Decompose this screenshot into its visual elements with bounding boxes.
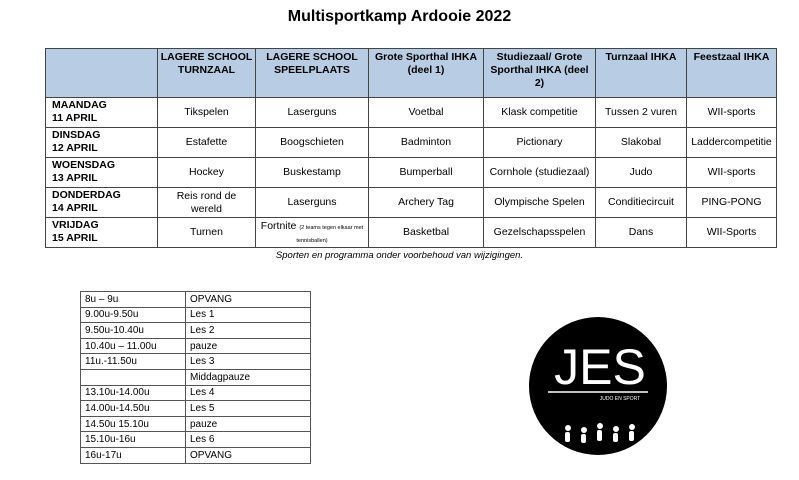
logo-subtext: JUDO EN SPORT — [599, 396, 641, 402]
activity-cell: Boogschieten — [256, 128, 369, 158]
activity-cell: Gezelschapsspelen — [484, 218, 596, 248]
schedule-activity: OPVANG — [186, 292, 311, 308]
schedule-time: 10.40u – 11.00u — [81, 338, 186, 354]
activity-cell: Buskestamp — [256, 158, 369, 188]
header-cell: Grote Sporthal IHKA (deel 1) — [369, 49, 484, 98]
schedule-activity: pauze — [186, 338, 311, 354]
activity-cell: Hockey — [158, 158, 256, 188]
daily-schedule-table — [80, 291, 311, 464]
header-cell: Studiezaal/ Grote Sporthal IHKA (deel 2) — [484, 49, 596, 98]
schedule-activity: Les 1 — [186, 307, 311, 323]
activity-cell: Laserguns — [256, 98, 369, 128]
schedule-row — [81, 354, 311, 370]
activity-cell: PING-PONG — [687, 188, 777, 218]
schedule-activity: Les 5 — [186, 401, 311, 417]
activity-label: Fortnite — [260, 219, 297, 232]
day-name: DINSDAG — [52, 129, 101, 141]
day-date: 13 APRIL — [52, 172, 98, 184]
activity-cell: Tussen 2 vuren — [596, 98, 687, 128]
schedule-row — [81, 338, 311, 354]
day-name: VRIJDAG — [52, 219, 99, 231]
day-cell — [46, 128, 158, 158]
header-cell: Turnzaal IHKA — [596, 49, 687, 98]
schedule-activity: pauze — [186, 416, 311, 432]
activity-cell: Tikspelen — [158, 98, 256, 128]
activity-cell: WII-sports — [687, 98, 777, 128]
schedule-row — [81, 416, 311, 432]
day-cell — [46, 188, 158, 218]
schedule-row — [81, 401, 311, 417]
day-cell — [46, 98, 158, 128]
schedule-activity: OPVANG — [186, 447, 311, 463]
activity-cell: Klask competitie — [484, 98, 596, 128]
day-name: MAANDAG — [52, 99, 107, 111]
schedule-row — [81, 447, 311, 463]
schedule-activity: Les 6 — [186, 432, 311, 448]
schedule-time: 14.00u-14.50u — [81, 401, 186, 417]
header-cell — [46, 49, 158, 98]
activity-cell: Conditiecircuit — [596, 188, 687, 218]
header-cell: LAGERE SCHOOL TURNZAAL — [158, 49, 256, 98]
schedule-time — [81, 369, 186, 385]
activity-cell: Pictionary — [484, 128, 596, 158]
table-row — [46, 158, 777, 188]
day-date: 11 APRIL — [52, 112, 98, 124]
table-row — [46, 218, 777, 248]
day-name: WOENSDAG — [52, 159, 115, 171]
activity-note: (2 teams tegen elkaar met tennisballen) — [296, 224, 364, 244]
activity-cell: WII-sports — [687, 158, 777, 188]
schedule-row — [81, 307, 311, 323]
schedule-time: 16u-17u — [81, 447, 186, 463]
activity-cell: Badminton — [369, 128, 484, 158]
day-cell — [46, 218, 158, 248]
activity-cell: Reis rond de wereld — [158, 188, 256, 218]
activity-cell: Laddercompetitie — [687, 128, 777, 158]
activity-cell: Basketbal — [369, 218, 484, 248]
activity-cell: Bumperball — [369, 158, 484, 188]
schedule-time: 13.10u-14.00u — [81, 385, 186, 401]
day-date: 12 APRIL — [52, 142, 98, 154]
schedule-row — [81, 292, 311, 308]
jes-logo — [528, 316, 668, 456]
logo-text: JES — [554, 339, 646, 395]
disclaimer-note: Sporten en programma onder voorbehoud van wijzigingen. — [275, 250, 524, 261]
schedule-activity: Middagpauze — [186, 369, 311, 385]
day-name: DONDERDAG — [52, 189, 121, 201]
schedule-row — [81, 323, 311, 339]
schedule-time: 14.50u 15.10u — [81, 416, 186, 432]
activity-cell: Laserguns — [256, 188, 369, 218]
activity-cell: Dans — [596, 218, 687, 248]
schedule-activity: Les 4 — [186, 385, 311, 401]
table-row — [46, 98, 777, 128]
activity-cell: Cornhole (studiezaal) — [484, 158, 596, 188]
activity-cell: Slakobal — [596, 128, 687, 158]
activity-cell: Archery Tag — [369, 188, 484, 218]
activity-cell: Turnen — [158, 218, 256, 248]
page-title: Multisportkamp Ardooie 2022 — [287, 8, 512, 25]
table-row — [46, 188, 777, 218]
activity-cell: Olympische Spelen — [484, 188, 596, 218]
activity-cell: Estafette — [158, 128, 256, 158]
schedule-time: 9.00u-9.50u — [81, 307, 186, 323]
activity-cell — [256, 218, 369, 248]
schedule-row — [81, 369, 311, 385]
table-header-row — [46, 49, 777, 98]
activity-cell: Judo — [596, 158, 687, 188]
table-row — [46, 128, 777, 158]
day-cell — [46, 158, 158, 188]
schedule-activity: Les 2 — [186, 323, 311, 339]
activity-cell: Voetbal — [369, 98, 484, 128]
program-table — [45, 48, 777, 248]
activity-cell: WII-Sports — [687, 218, 777, 248]
day-date: 15 APRIL — [52, 232, 98, 244]
day-date: 14 APRIL — [52, 202, 98, 214]
schedule-time: 9.50u-10.40u — [81, 323, 186, 339]
schedule-time: 15.10u-16u — [81, 432, 186, 448]
header-cell: Feestzaal IHKA — [687, 49, 777, 98]
schedule-row — [81, 432, 311, 448]
header-cell: LAGERE SCHOOL SPEELPLAATS — [256, 49, 369, 98]
schedule-time: 11u.-11.50u — [81, 354, 186, 370]
schedule-row — [81, 385, 311, 401]
schedule-activity: Les 3 — [186, 354, 311, 370]
schedule-time: 8u – 9u — [81, 292, 186, 308]
